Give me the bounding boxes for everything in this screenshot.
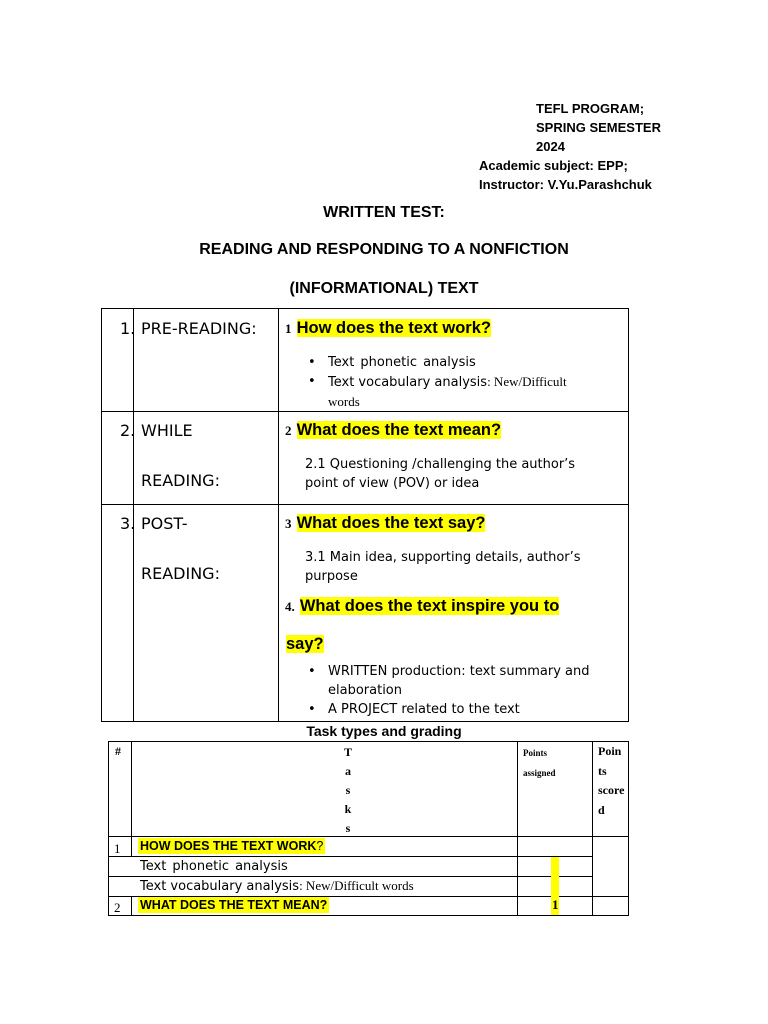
stage-3-name-line2: READING: — [141, 564, 220, 583]
column-header-points-scored: Poin ts score d — [598, 744, 625, 817]
stage-3-list — [306, 662, 624, 719]
stage-2-name-line1: WHILE — [141, 421, 193, 440]
list-item: • Text phonetic analysis — [306, 353, 621, 372]
question-3 — [285, 513, 485, 533]
question-3-text: What does the text say? — [296, 514, 486, 532]
stage-3-description: 3.1 Main idea, supporting details, author’s purpose — [305, 550, 581, 584]
table-row — [114, 897, 121, 916]
row-number: 2 — [114, 900, 121, 915]
question-3-number: 3 — [285, 516, 292, 531]
row-number: 1 — [114, 841, 121, 856]
list-item: • Text vocabulary analysis: New/Difficult words — [306, 372, 621, 412]
list-item: • WRITTEN production: text summary and elaboration — [306, 662, 624, 700]
grading-caption: Task types and grading — [306, 723, 462, 739]
program-header — [536, 99, 736, 156]
instructor: Instructor: V.Yu.Parashchuk — [479, 177, 652, 192]
semester-name: SPRING SEMESTER — [536, 120, 661, 135]
stage-3-number: 3. — [120, 514, 136, 533]
stage-2-description: 2.1 Questioning /challenging the author’s point of view (POV) or idea — [305, 457, 576, 491]
question-2-text: What does the text mean? — [296, 421, 502, 439]
question-4-number: 4. — [285, 599, 295, 614]
column-header-tasks: T a s k s — [343, 745, 352, 835]
question-4-text: What does the text inspire you to — [299, 597, 560, 615]
stage-2-name-line2: READING: — [141, 471, 220, 490]
table-row — [114, 838, 121, 857]
program-name: TEFL PROGRAM; — [536, 101, 645, 116]
course-info — [479, 156, 739, 194]
question-2-number: 2 — [285, 423, 292, 438]
stage-1-list — [306, 353, 621, 412]
stage-1-name: PRE-READING: — [141, 319, 257, 338]
table-row: Text phonetic analysis — [140, 859, 288, 874]
academic-subject: Academic subject: EPP; — [479, 158, 628, 173]
question-1-text: How does the text work? — [296, 319, 491, 337]
question-4 — [285, 596, 559, 616]
title-reading-responding: READING AND RESPONDING TO A NONFICTION — [199, 241, 569, 258]
column-header-points-assigned: Points assigned — [523, 748, 556, 778]
question-1-number: 1 — [285, 321, 292, 336]
row-task: HOW DOES THE TEXT WORK? — [140, 839, 324, 853]
points-assigned-value: 1 — [552, 897, 559, 912]
stage-1-number: 1. — [120, 319, 136, 338]
table-row: Text vocabulary analysis: New/Difficult words — [140, 878, 414, 894]
question-1 — [285, 318, 491, 338]
title-written-test: WRITTEN TEST: — [323, 204, 445, 221]
stage-2-number: 2. — [120, 421, 136, 440]
title-informational-text: (INFORMATIONAL) TEXT — [289, 280, 479, 297]
column-header-number: # — [115, 744, 121, 758]
stage-3-name-line1: POST- — [141, 514, 188, 533]
question-2 — [285, 420, 501, 440]
semester-year: 2024 — [536, 139, 565, 154]
question-4-continued: say? — [286, 635, 324, 653]
row-task: WHAT DOES THE TEXT MEAN? — [140, 898, 328, 912]
list-item: • A PROJECT related to the text — [306, 700, 624, 719]
